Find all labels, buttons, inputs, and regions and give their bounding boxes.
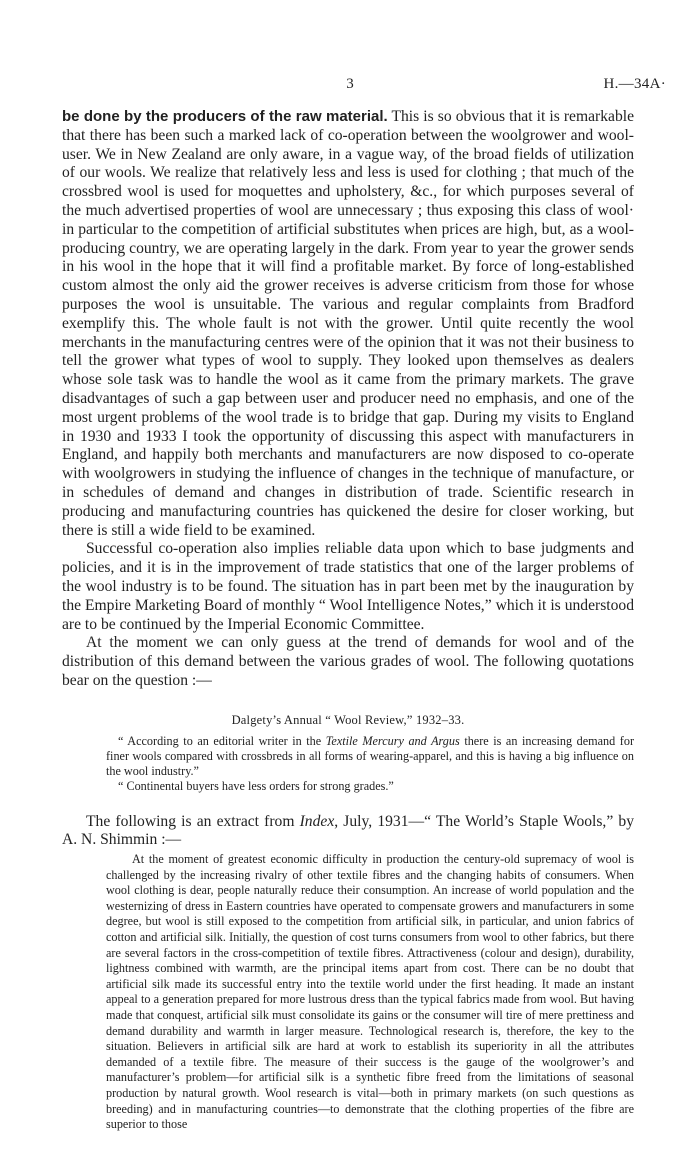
- paragraph-demand-trend: At the moment we can only guess at the trend of demands for wool and of the distribution of this demand between the various grades of wool. The following quotations bear on the question :—: [62, 634, 634, 689]
- quote-editorial: [106, 734, 634, 780]
- index-extract: [106, 852, 634, 1133]
- quote-publication-title: Textile Mercury and Argus: [325, 733, 460, 748]
- wool-review-quotes: [106, 734, 634, 795]
- intro-text: , July, 1931—“ The World’s Staple Wools,” by A. N. Shimmin :—: [62, 812, 634, 849]
- quote-text: “ According to an editorial writer in the: [118, 733, 326, 748]
- quote-text: there is an increasing demand for finer wools compared with crossbreds in all forms of wearing-apparel, and this is having a big influence on the wool industry.”: [106, 733, 634, 779]
- extract-text: At the moment of greatest economic difficulty in production the century-old supremacy of wool is challenged by the increasing rivalry of other textile fibres and the changing habits of consumers. When wool clothing is dear, people naturally reduce their consumption. An increase of world population and the westernizing of dress in Eastern countries have operated to compensate growers and manufacturers in some degree, but wool is still exposed to the competition from artificial silk, in particular, and union fabrics of cotton and artificial silk. Initially, the question of cost turns consumers from wool to other fabrics, but there are several factors in the cross-competition of textile fibres. Attractiveness (colour and design), durability, lightness combined with warmth, are the principal items apart from cost. There can be no doubt that artificial silk made its successful entry into the textile world under the first heading. It made an instant appeal to a generation prepared for more lustrous dress than the typical fabrics made from wool. But having made that conquest, artificial silk must consolidate its gains or the consumer will tire of mere prettiness and demand durability and warmth in larger measure. Technological research is, therefore, the key to the situation. Believers in artificial silk are hard at work to establish its superiority in all the attributes demanded of a textile fibre. The measure of their success is the gauge of the woolgrower’s and manufacturer’s problem—for artificial silk is a synthetic fibre freed from the limitations of seasonal production by natural growth. Wool research is vital—both in primary markets (on such questions as breeding) and in manufacturing countries—to demonstrate that the clothing properties of the fibre are superior to those: [106, 852, 634, 1132]
- paragraph-text: This is so obvious that it is remarkable that there has been such a marked lack of co-operation between the woolgrower and wool-user. We in New Zealand are only aware, in a vague way, of the broad fields of utilization of our wools. We realize that relatively less and less is used for clothing ; that much of the crossbred wool is used for moquettes and upholstery, &c., for which purposes several of the much advertised properties of wool are unnecessary ; thus exposing this class of wool· in particular to the competition of artificial substitutes when prices are high, but, as a wool-producing country, we are operating largely in the dark. From year to year the grower sends in his wool in the hope that it will find a profitable market. By force of long-established custom almost the only aid the grower receives is adverse criticism from those for whose purposes the wool is unsuitable. The various and regular complaints from Bradford exemplify this. The whole fault is not with the grower. Until quite recently the wool merchants in the manufacturing centres were of the opinion that it was not their business to tell the grower what types of wool to supply. They looked upon themselves as dealers whose sole task was to handle the wool as it came from the primary markets. The grave disadvantages of such a gap between user and producer need no emphasis, and one of the most urgent problems of the wool trade is to bridge that gap. During my visits to England in 1930 and 1933 I took the opportunity of discussing this aspect with manufacturers in England, and happily both merchants and manufacturers are now disposed to co-operate with woolgrowers in studying the influence of changes in the technique of manufacture, or in schedules of demand and changes in distribution of trade. Scientific research in producing and manufacturing countries has quickened the desire for closer working, but there is still a wide field to be examined.: [62, 108, 634, 539]
- paragraph-lead-bold: be done by the producers of the raw material.: [62, 108, 388, 125]
- quote-continental-buyers: “ Continental buyers have less orders for strong grades.”: [118, 779, 394, 794]
- document-body: [62, 108, 634, 1133]
- paragraph-cooperation: [62, 108, 634, 540]
- page-number: 3: [346, 76, 354, 92]
- wool-review-heading: Dalgety’s Annual “ Wool Review,” 1932–33.: [231, 712, 465, 727]
- document-reference: H.—34A·: [603, 76, 666, 92]
- extract-introduction: [62, 813, 634, 851]
- paragraph-trade-statistics: Successful co-operation also implies reliable data upon which to base judgments and policies, and it is in the improvement of trade statistics that one of the larger problems of the wool industry is to be found. The situation has in part been met by the inauguration by the Empire Marketing Board of monthly “ Wool Intelligence Notes,” which it is understood are to be continued by the Imperial Economic Committee.: [62, 540, 634, 633]
- intro-text: The following is an extract from: [86, 812, 300, 830]
- publication-title: Index: [299, 812, 335, 830]
